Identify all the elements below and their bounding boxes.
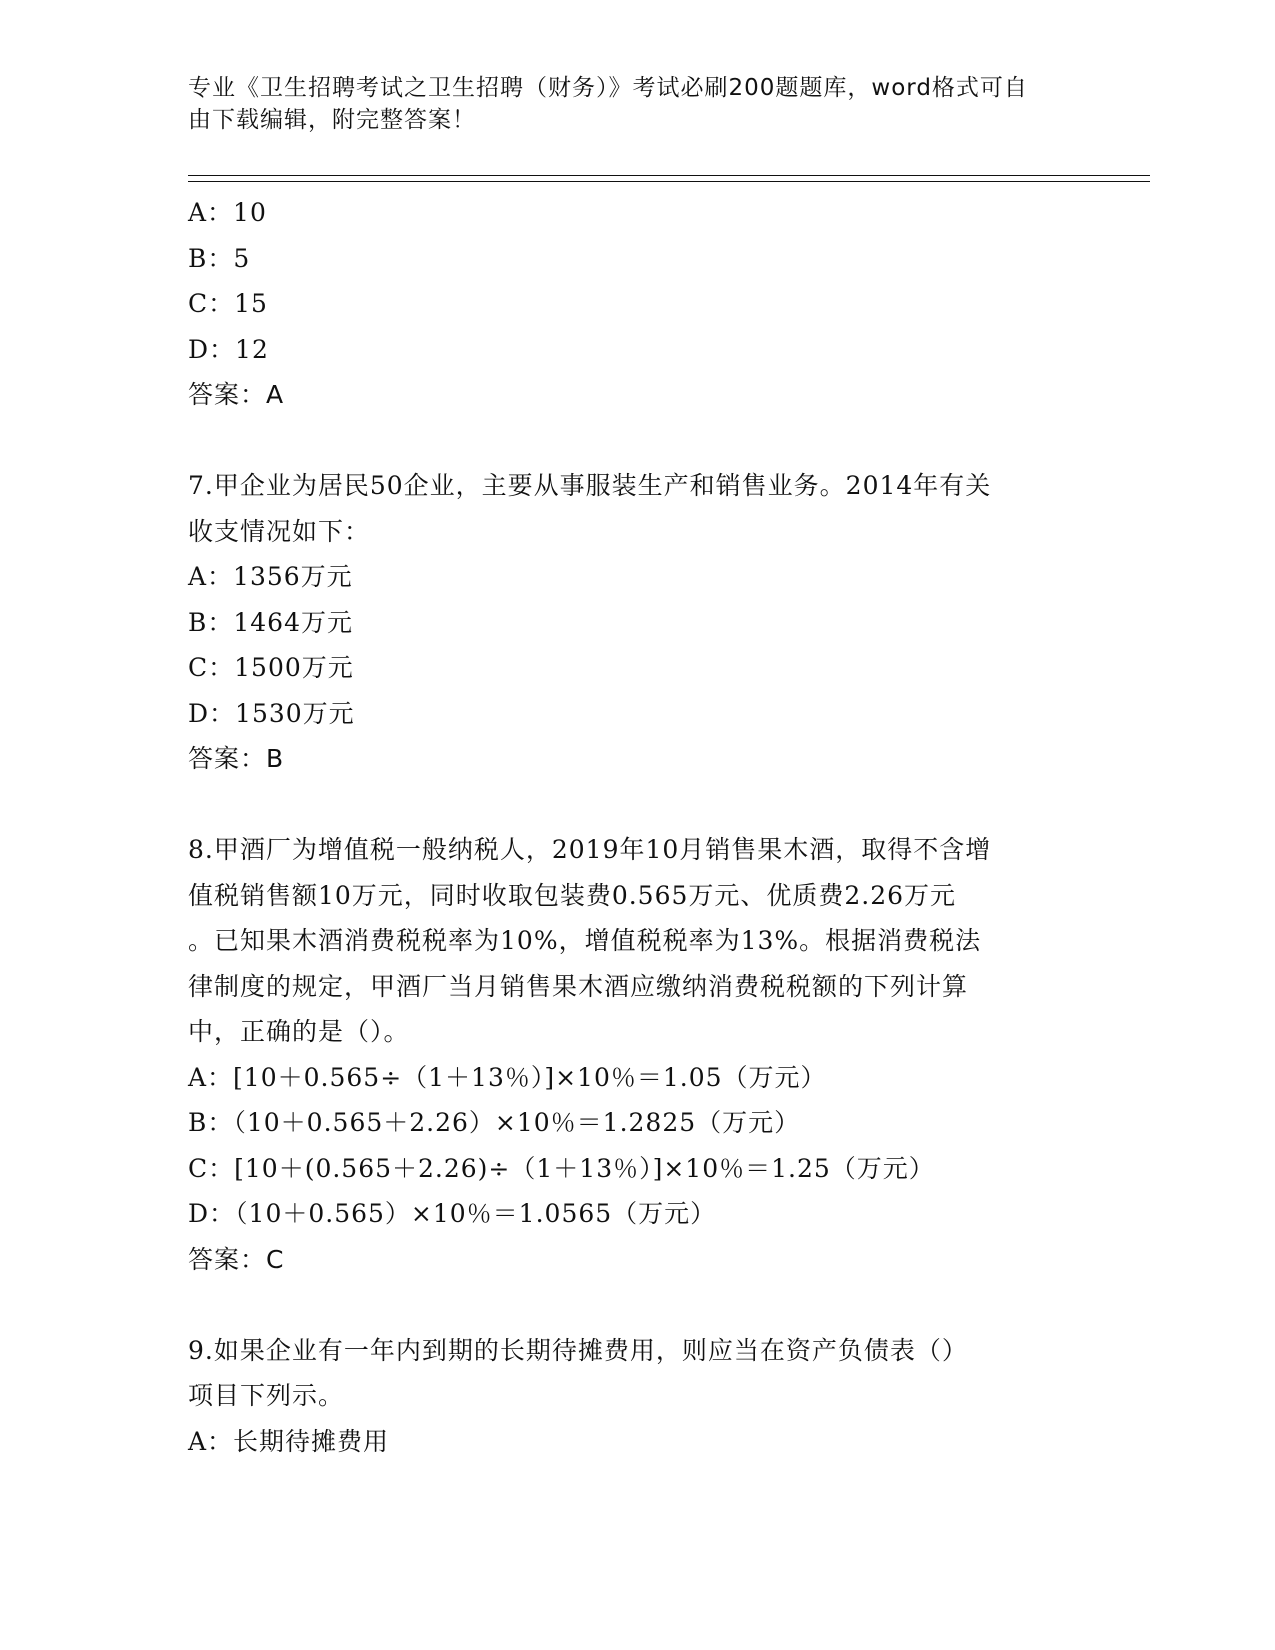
q7-answer: 答案：B xyxy=(188,744,285,773)
q6-option-b: B：5 xyxy=(188,243,251,273)
q6-option-d: D：12 xyxy=(188,334,269,364)
q7-option-c: C：1500万元 xyxy=(188,653,354,682)
question-content xyxy=(188,190,1088,1464)
q6-option-c: C：15 xyxy=(188,289,268,318)
spacer xyxy=(188,418,1088,464)
q8-answer: 答案：C xyxy=(188,1244,285,1274)
q8-stem-line-2: 值税销售额10万元，同时收取包装费0.565万元、优质费2.26万元 xyxy=(188,880,957,910)
q8-option-c: C：[10＋(0.565＋2.26)÷（1＋13％）]×10％＝1.25（万元） xyxy=(188,1153,935,1183)
spacer xyxy=(188,782,1088,828)
question-9-block xyxy=(188,1328,1088,1465)
q7-option-d: D：1530万元 xyxy=(188,698,355,728)
q9-stem-line-2: 项目下列示。 xyxy=(188,1381,345,1410)
spacer xyxy=(188,1282,1088,1328)
header-divider-bottom xyxy=(188,181,1150,182)
q7-option-b: B：1464万元 xyxy=(188,607,353,637)
q8-option-b: B：（10＋0.565＋2.26）×10％＝1.2825（万元） xyxy=(188,1108,801,1137)
question-6-block xyxy=(188,190,1088,418)
header-divider-top xyxy=(188,175,1150,176)
q7-stem-line-1: 7.甲企业为居民50企业，主要从事服装生产和销售业务。2014年有关 xyxy=(188,471,992,500)
q9-option-a: A：长期待摊费用 xyxy=(188,1426,390,1456)
q7-stem-line-2: 收支情况如下： xyxy=(188,516,371,546)
q8-stem-line-3: 。已知果木酒消费税税率为10%，增值税税率为13%。根据消费税法 xyxy=(188,926,982,955)
q9-stem-line-1: 9.如果企业有一年内到期的长期待摊费用，则应当在资产负债表（） xyxy=(188,1335,968,1365)
question-8-block xyxy=(188,827,1088,1282)
q8-option-d: D：（10＋0.565）×10％＝1.0565（万元） xyxy=(188,1199,717,1228)
q6-option-a: A：10 xyxy=(188,198,267,227)
q8-option-a: A：[10＋0.565÷（1＋13％）]×10％＝1.05（万元） xyxy=(188,1062,827,1092)
q8-stem-line-4: 律制度的规定，甲酒厂当月销售果木酒应缴纳消费税税额的下列计算 xyxy=(188,971,969,1001)
q8-stem-line-5: 中，正确的是（）。 xyxy=(188,1017,410,1046)
q7-option-a: A：1356万元 xyxy=(188,562,353,591)
header-line-1: 专业《卫生招聘考试之卫生招聘（财务）》考试必刷200题题库，word格式可自 xyxy=(188,75,1028,101)
q6-answer: 答案：A xyxy=(188,380,285,409)
q8-stem-line-1: 8.甲酒厂为增值税一般纳税人，2019年10月销售果木酒，取得不含增 xyxy=(188,835,992,864)
question-7-block xyxy=(188,463,1088,782)
header-line-2: 由下载编辑，附完整答案！ xyxy=(188,107,476,133)
page-header xyxy=(188,72,1068,136)
